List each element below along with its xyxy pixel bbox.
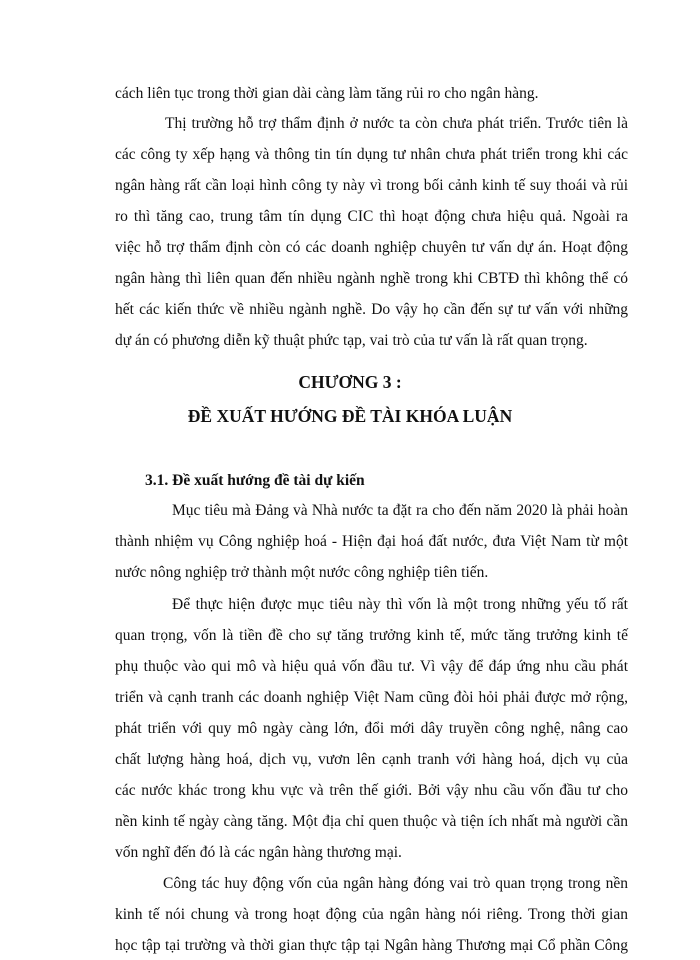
paragraph-3-line-2: thành nhiệm vụ Công nghiệp hoá - Hiện đại hoá đất nước, đưa Việt Nam từ một bbox=[115, 533, 628, 550]
paragraph-2-line-5: việc hỗ trợ thẩm định còn có các doanh nghiệp chuyên tư vấn dự án. Hoạt động bbox=[115, 239, 628, 256]
paragraph-1-line-1: cách liên tục trong thời gian dài càng làm tăng rủi ro cho ngân hàng. bbox=[115, 85, 539, 102]
paragraph-4-line-8: nền kinh tế ngày càng tăng. Một địa chỉ quen thuộc và tiện ích nhất mà người cần bbox=[115, 813, 628, 830]
paragraph-5-line-2: kinh tế nói chung và trong hoạt động của ngân hàng nói riêng. Trong thời gian bbox=[115, 906, 628, 923]
paragraph-2-line-8: dự án có phương diễn kỹ thuật phức tạp, vai trò của tư vấn là rất quan trọng. bbox=[115, 332, 588, 349]
paragraph-2-line-2: các công ty xếp hạng và thông tin tín dụng tư nhân chưa phát triển trong khi các bbox=[115, 146, 628, 163]
paragraph-4-line-5: phát triển với quy mô ngày càng lớn, đổi mới dây truyền công nghệ, nâng cao bbox=[115, 720, 628, 737]
paragraph-2-line-4: ro thì tăng cao, trung tâm tín dụng CIC thì hoạt động chưa hiệu quả. Ngoài ra bbox=[115, 208, 628, 225]
chapter-title: ĐỀ XUẤT HƯỚNG ĐỀ TÀI KHÓA LUẬN bbox=[187, 406, 513, 426]
paragraph-3-line-1: Mục tiêu mà Đảng và Nhà nước ta đặt ra cho đến năm 2020 là phải hoàn bbox=[172, 502, 628, 519]
paragraph-4-line-6: chất lượng hàng hoá, dịch vụ, vươn lên cạnh tranh với hàng hoá, dịch vụ của bbox=[115, 751, 628, 768]
paragraph-2-line-6: ngân hàng thì liên quan đến nhiều ngành nghề trong khi CBTĐ thì không thể có bbox=[115, 270, 628, 287]
paragraph-5-line-3: học tập tại trường và thời gian thực tập tại Ngân hàng Thương mại Cổ phần Công bbox=[115, 937, 628, 954]
paragraph-2-line-1: Thị trường hỗ trợ thẩm định ở nước ta còn chưa phát triển. Trước tiên là bbox=[165, 115, 628, 132]
paragraph-3-line-3: nước nông nghiệp trở thành một nước công nghiệp tiên tiến. bbox=[115, 564, 489, 581]
paragraph-4-line-9: vốn nghĩ đến đó là các ngân hàng thương mại. bbox=[115, 844, 402, 861]
section-heading: 3.1. Đề xuất hướng đề tài dự kiến bbox=[145, 472, 365, 489]
paragraph-4-line-4: triển và cạnh tranh các doanh nghiệp Việt Nam cũng đòi hỏi phải được mở rộng, bbox=[115, 689, 628, 706]
paragraph-4-line-7: các nước khác trong khu vực và trên thế giới. Bởi vậy nhu cầu vốn đầu tư cho bbox=[115, 782, 628, 799]
paragraph-5-line-1: Công tác huy động vốn của ngân hàng đóng vai trò quan trọng trong nền bbox=[163, 875, 628, 892]
paragraph-4-line-3: phụ thuộc vào qui mô và hiệu quả vốn đầu tư. Vì vậy để đáp ứng nhu cầu phát bbox=[115, 658, 628, 675]
chapter-number: CHƯƠNG 3 : bbox=[298, 372, 402, 392]
paragraph-4-line-1: Để thực hiện được mục tiêu này thì vốn là một trong những yếu tố rất bbox=[172, 596, 628, 613]
paragraph-2-line-3: ngân hàng rất cần loại hình công ty này vì trong bối cảnh kinh tế suy thoái và rủi bbox=[115, 177, 628, 194]
paragraph-2-line-7: hết các kiến thức về nhiều ngành nghề. Do vậy họ cần đến sự tư vấn với những bbox=[115, 301, 628, 318]
paragraph-4-line-2: quan trọng, vốn là tiền đề cho sự tăng trưởng kinh tế, mức tăng trưởng kinh tế bbox=[115, 627, 628, 644]
